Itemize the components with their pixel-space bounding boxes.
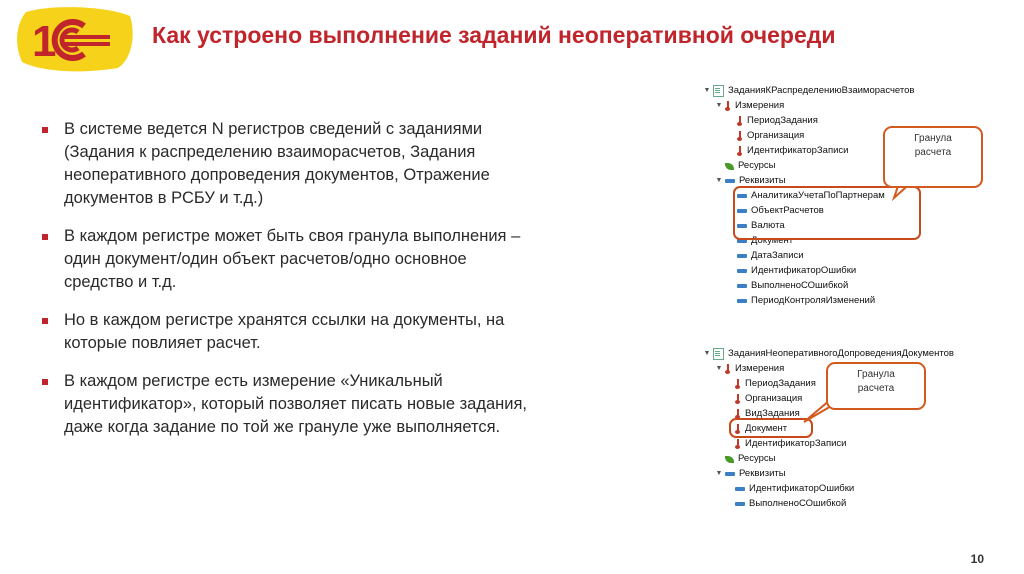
dimension-icon bbox=[725, 364, 731, 374]
attribute-icon bbox=[737, 299, 747, 303]
attribute-icon bbox=[735, 487, 745, 491]
tree-node-attributes[interactable]: ▼ Реквизиты bbox=[715, 175, 786, 186]
tree-node-resources[interactable]: Ресурсы bbox=[725, 452, 775, 466]
tree-node-dimension[interactable]: Организация bbox=[737, 129, 804, 143]
tree-node-attribute[interactable]: ВыполненоСОшибкой bbox=[737, 279, 848, 293]
callout-text: Гранула расчета bbox=[914, 133, 952, 158]
tree-node-resources[interactable]: Ресурсы bbox=[725, 159, 775, 173]
dimension-icon bbox=[737, 131, 743, 141]
bullet-marker bbox=[42, 318, 48, 324]
register-icon bbox=[713, 348, 724, 360]
bullet-item: Но в каждом регистре хранятся ссылки на документы, на которые повлияет расчет. bbox=[40, 309, 640, 355]
tree-node-attribute[interactable]: ИдентификаторОшибки bbox=[735, 482, 854, 496]
attribute-icon bbox=[737, 284, 747, 288]
tree-node-attribute[interactable]: ОбъектРасчетов bbox=[737, 204, 824, 218]
tree-node-attributes[interactable]: ▼ Реквизиты bbox=[715, 468, 786, 479]
tree-node-attribute[interactable]: ВыполненоСОшибкой bbox=[735, 497, 846, 511]
dimension-icon bbox=[735, 394, 741, 404]
svg-text:1: 1 bbox=[32, 17, 57, 66]
attribute-icon bbox=[737, 254, 747, 258]
tree-node-dimension[interactable]: ПериодЗадания bbox=[735, 377, 816, 391]
bullet-item: В системе ведется N регистров сведений с заданиями (Задания к распределению взаиморасчетов, Задания неоперативного допроведения документов, Отражение документов в РСБУ и т.д.) bbox=[40, 118, 640, 210]
tree-node-attribute[interactable]: ДатаЗаписи bbox=[737, 249, 804, 263]
attribute-icon bbox=[725, 179, 735, 183]
expand-icon: ▼ bbox=[715, 365, 723, 372]
expand-icon: ▼ bbox=[703, 350, 711, 357]
page-number: 10 bbox=[970, 552, 984, 566]
tree-node-attribute[interactable]: Валюта bbox=[737, 219, 785, 233]
bullet-marker bbox=[42, 234, 48, 240]
tree-node-dimension[interactable]: Документ bbox=[735, 422, 787, 436]
1c-logo bbox=[12, 4, 136, 72]
register-icon bbox=[713, 85, 724, 97]
bullet-marker bbox=[42, 127, 48, 133]
attribute-icon bbox=[737, 269, 747, 273]
tree-node-dimension[interactable]: Организация bbox=[735, 392, 802, 406]
tree-node-attribute[interactable]: ИдентификаторОшибки bbox=[737, 264, 856, 278]
tree-node-dimension[interactable]: ВидЗадания bbox=[735, 407, 800, 421]
resource-icon bbox=[725, 163, 734, 170]
expand-icon: ▼ bbox=[715, 470, 723, 477]
dimension-icon bbox=[725, 101, 731, 111]
resource-icon bbox=[725, 456, 734, 463]
bullet-item: В каждом регистре есть измерение «Уникальный идентификатор», который позволяет писать новые задания, даже когда задание по той же грануле уже выполняется. bbox=[40, 370, 640, 439]
callout-granule-1 bbox=[883, 126, 983, 188]
tree-node-dimensions[interactable]: ▼ Измерения bbox=[715, 363, 785, 374]
tree-node-attribute[interactable]: Документ bbox=[737, 234, 793, 248]
dimension-icon bbox=[737, 146, 743, 156]
expand-icon: ▼ bbox=[715, 177, 723, 184]
dimension-icon bbox=[735, 439, 741, 449]
expand-icon: ▼ bbox=[715, 102, 723, 109]
bullet-item: В каждом регистре может быть своя гранула выполнения – один документ/один объект расчетов/одно основное средство и т.д. bbox=[40, 225, 640, 294]
tree-node-attribute[interactable]: ПериодКонтроляИзменений bbox=[737, 294, 875, 308]
tree-node-dimension[interactable]: ПериодЗадания bbox=[737, 114, 818, 128]
tree-node-dimensions[interactable]: ▼ Измерения bbox=[715, 100, 785, 111]
tree-node-dimension[interactable]: ИдентификаторЗаписи bbox=[735, 437, 846, 451]
page-title: Как устроено выполнение заданий неоперативной очереди bbox=[152, 22, 836, 48]
attribute-icon bbox=[725, 472, 735, 476]
dimension-icon bbox=[737, 116, 743, 126]
tree-node-root[interactable]: ▼ ЗаданияКРаспределениюВзаиморасчетов bbox=[703, 85, 915, 96]
callout-text: Гранула расчета bbox=[857, 369, 895, 394]
expand-icon: ▼ bbox=[703, 87, 711, 94]
tree-node-attribute[interactable]: АналитикаУчетаПоПартнерам bbox=[737, 189, 885, 203]
attribute-icon bbox=[735, 502, 745, 506]
tree-node-root[interactable]: ▼ ЗаданияНеоперативногоДопроведенияДокументов bbox=[703, 348, 954, 359]
bullet-marker bbox=[42, 379, 48, 385]
dimension-icon bbox=[735, 379, 741, 389]
callout-granule-2 bbox=[826, 362, 926, 410]
tree-node-dimension[interactable]: ИдентификаторЗаписи bbox=[737, 144, 848, 158]
bullet-list bbox=[40, 118, 640, 454]
